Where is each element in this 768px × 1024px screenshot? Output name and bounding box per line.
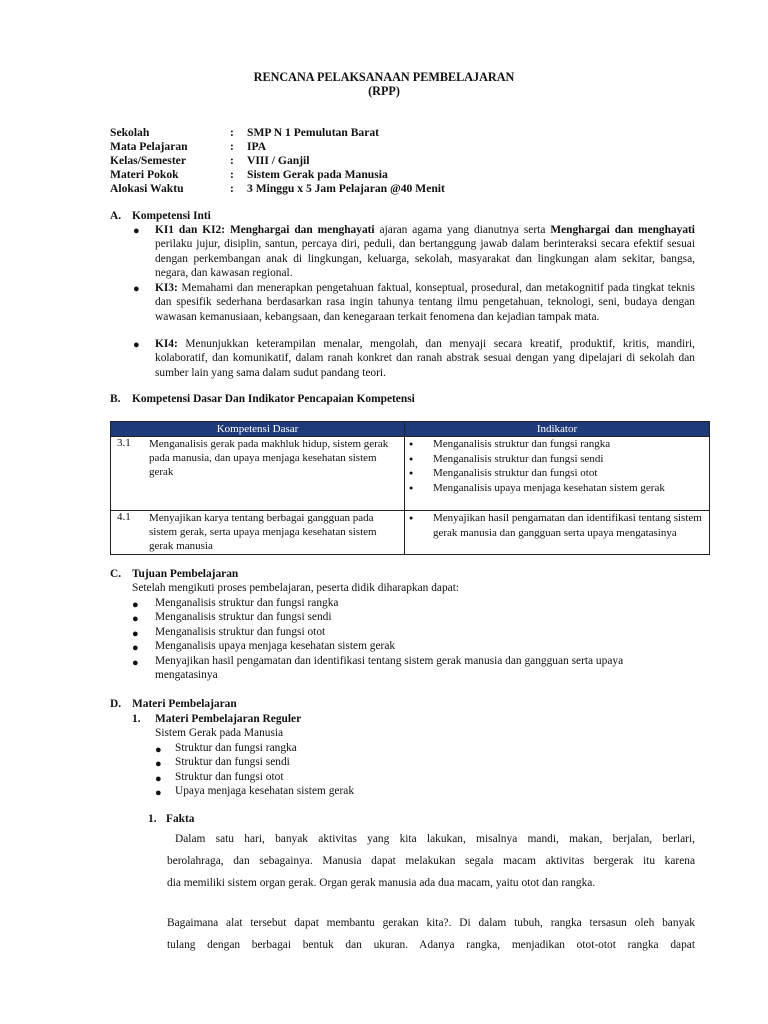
fakta-paragraph-line: Dalam satu hari, banyak aktivitas yang kita lakukan, misalnya mandi, makan, berjalan, berlari, bbox=[175, 833, 695, 845]
section-c-intro: Setelah mengikuti proses pembelajaran, peserta didik diharapkan dapat: bbox=[132, 582, 460, 594]
kd-cell bbox=[111, 511, 405, 555]
table-row bbox=[111, 511, 710, 555]
ki-text: Memahami dan menerapkan pengetahuan faktual, konseptual, prosedural, dan metakognitif pada tingkat teknis dan spesifik sederhana berdasarkan rasa ingin tahunya tentang ilmu pengetahuan, teknologi, seni, budaya dengan wawasan kemanusiaan, kebangsaan, dan kenegaraan terkait fenomena dan kejadian tampak mata. bbox=[155, 282, 695, 323]
table-row bbox=[111, 437, 710, 511]
indicator-item: ● Menyajikan hasil pengamatan dan identifikasi tentang sistem gerak manusia dan gangguan serta upaya mengatasinya bbox=[405, 511, 709, 540]
bullet-icon: ● bbox=[155, 744, 162, 756]
section-title: Kompetensi Inti bbox=[132, 210, 211, 222]
ki-emphasis: Menghargai dan menghayati bbox=[229, 224, 375, 236]
bullet-icon: ● bbox=[133, 283, 140, 295]
identity-separator: : bbox=[230, 168, 234, 181]
bullet-icon: ● bbox=[155, 773, 162, 785]
list-item: Struktur dan fungsi otot bbox=[175, 771, 284, 783]
ki-text: ajaran agama yang dianutnya serta bbox=[374, 224, 551, 236]
ki1-ki2-paragraph bbox=[155, 223, 695, 280]
ki-lead: KI3: bbox=[155, 282, 178, 294]
identity-value: VIII / Ganjil bbox=[247, 154, 310, 167]
section-letter: B. bbox=[110, 393, 121, 405]
bullet-icon: ● bbox=[132, 599, 139, 611]
kd-text: Menyajikan karya tentang berbagai gangguan pada sistem gerak, serta upaya menjaga kesehatan sistem gerak manusia bbox=[149, 512, 377, 552]
identity-value: 3 Minggu x 5 Jam Pelajaran @40 Menit bbox=[247, 182, 445, 195]
fakta-paragraph-line: berolahraga, dan sebagainya. Manusia dapat melakukan segala macam aktivitas bergerak itu karena bbox=[167, 855, 695, 867]
identity-label: Materi Pokok bbox=[110, 168, 179, 181]
section-title: Tujuan Pembelajaran bbox=[132, 568, 239, 580]
document-subtitle: (RPP) bbox=[368, 84, 400, 98]
fakta-paragraph-line: tulang dengan berbagai bentuk dan ukuran. Adanya rangka, menjadikan otot-otot rangka dapat bbox=[167, 939, 695, 951]
indicator-cell bbox=[405, 511, 710, 555]
list-item: Menganalisis struktur dan fungsi sendi bbox=[155, 611, 332, 623]
fakta-title: Fakta bbox=[166, 813, 195, 825]
list-item: Menganalisis upaya menjaga kesehatan sistem gerak bbox=[155, 640, 396, 652]
ki-text: perilaku jujur, disiplin, santun, percaya diri, peduli, dan bertanggung jawab dalam berinteraksi secara efektif sesuai dengan perkembangan anak di lingkungan, keluarga, sekolah, masyarakat dan lingkungan alam sekitar, bangsa, negara, dan kawasan regional. bbox=[155, 238, 695, 279]
identity-separator: : bbox=[230, 126, 234, 139]
topic-label: Sistem Gerak pada Manusia bbox=[155, 727, 284, 739]
bullet-icon: ● bbox=[132, 642, 139, 654]
list-item: Menyajikan hasil pengamatan dan identifikasi tentang sistem gerak manusia dan gangguan serta upaya bbox=[155, 655, 624, 667]
bullet-icon: ● bbox=[132, 657, 139, 669]
list-item-continuation: mengatasinya bbox=[155, 669, 218, 681]
ki3-paragraph bbox=[155, 281, 695, 324]
table-header-indicator: Indikator bbox=[405, 422, 710, 437]
bullet-icon: ● bbox=[133, 339, 140, 351]
subsection-title: Materi Pembelajaran Reguler bbox=[155, 713, 302, 725]
ki-emphasis: Menghargai dan menghayati bbox=[550, 224, 695, 236]
identity-value: Sistem Gerak pada Manusia bbox=[247, 168, 388, 181]
indicator-item: ● Menganalisis upaya menjaga kesehatan sistem gerak bbox=[405, 481, 709, 496]
ki-lead: KI1 dan KI2: bbox=[155, 224, 225, 236]
section-title: Kompetensi Dasar Dan Indikator Pencapaian Kompetensi bbox=[132, 393, 415, 405]
kd-text: Menganalisis gerak pada makhluk hidup, sistem gerak pada manusia, dan upaya menjaga kesehatan sistem gerak bbox=[149, 438, 389, 478]
list-item: Menganalisis struktur dan fungsi otot bbox=[155, 626, 326, 638]
indicator-item: ● Menganalisis struktur dan fungsi sendi bbox=[405, 452, 709, 467]
identity-separator: : bbox=[230, 182, 234, 195]
table-header-row bbox=[111, 422, 710, 437]
identity-value: SMP N 1 Pemulutan Barat bbox=[247, 126, 380, 139]
list-item: Struktur dan fungsi sendi bbox=[175, 756, 290, 768]
bullet-icon: ● bbox=[132, 628, 139, 640]
identity-value: IPA bbox=[247, 140, 267, 153]
list-item: Upaya menjaga kesehatan sistem gerak bbox=[175, 785, 355, 797]
kd-cell bbox=[111, 437, 405, 511]
section-letter: C. bbox=[110, 568, 122, 580]
list-item: Menganalisis struktur dan fungsi rangka bbox=[155, 597, 339, 609]
kd-number: 3.1 bbox=[117, 437, 131, 449]
indicator-cell bbox=[405, 437, 710, 511]
competency-table bbox=[110, 421, 710, 555]
bullet-icon: ● bbox=[155, 758, 162, 770]
identity-separator: : bbox=[230, 154, 234, 167]
fakta-number: 1. bbox=[148, 813, 157, 825]
identity-separator: : bbox=[230, 140, 234, 153]
bullet-icon: ● bbox=[155, 787, 162, 799]
indicator-item: ● Menganalisis struktur dan fungsi rangka bbox=[405, 437, 709, 452]
identity-label: Kelas/Semester bbox=[110, 154, 186, 167]
ki4-paragraph bbox=[155, 337, 695, 380]
table-header-kd: Kompetensi Dasar bbox=[111, 422, 405, 437]
kd-number: 4.1 bbox=[117, 511, 131, 523]
identity-label: Alokasi Waktu bbox=[110, 182, 184, 195]
indicator-item: ● Menganalisis struktur dan fungsi otot bbox=[405, 466, 709, 481]
fakta-paragraph-line: dia memiliki sistem organ gerak. Organ gerak manusia ada dua macam, yaitu otot dan rangka. bbox=[167, 877, 596, 889]
ki-lead: KI4: bbox=[155, 338, 178, 350]
list-item: Struktur dan fungsi rangka bbox=[175, 742, 297, 754]
bullet-icon: ● bbox=[132, 613, 139, 625]
subsection-number: 1. bbox=[132, 713, 141, 725]
section-letter: D. bbox=[110, 698, 122, 710]
document-title: RENCANA PELAKSANAAN PEMBELAJARAN bbox=[253, 70, 515, 84]
identity-label: Mata Pelajaran bbox=[110, 140, 188, 153]
bullet-icon: ● bbox=[133, 225, 140, 237]
fakta-paragraph-line: Bagaimana alat tersebut dapat membantu gerakan kita?. Di dalam tubuh, rangka tersasun oleh banyak bbox=[167, 917, 695, 929]
section-letter: A. bbox=[110, 210, 122, 222]
ki-text: Menunjukkan keterampilan menalar, mengolah, dan menyaji secara kreatif, produktif, kritis, mandiri, kolaboratif, dan komunikatif, dalam ranah konkret dan ranah abstrak sesuai dengan yang dipelajari di sekolah dan sumber lain yang sama dalam sudut pandang teori. bbox=[155, 338, 695, 379]
section-title: Materi Pembelajaran bbox=[132, 698, 237, 710]
identity-label: Sekolah bbox=[110, 126, 150, 139]
